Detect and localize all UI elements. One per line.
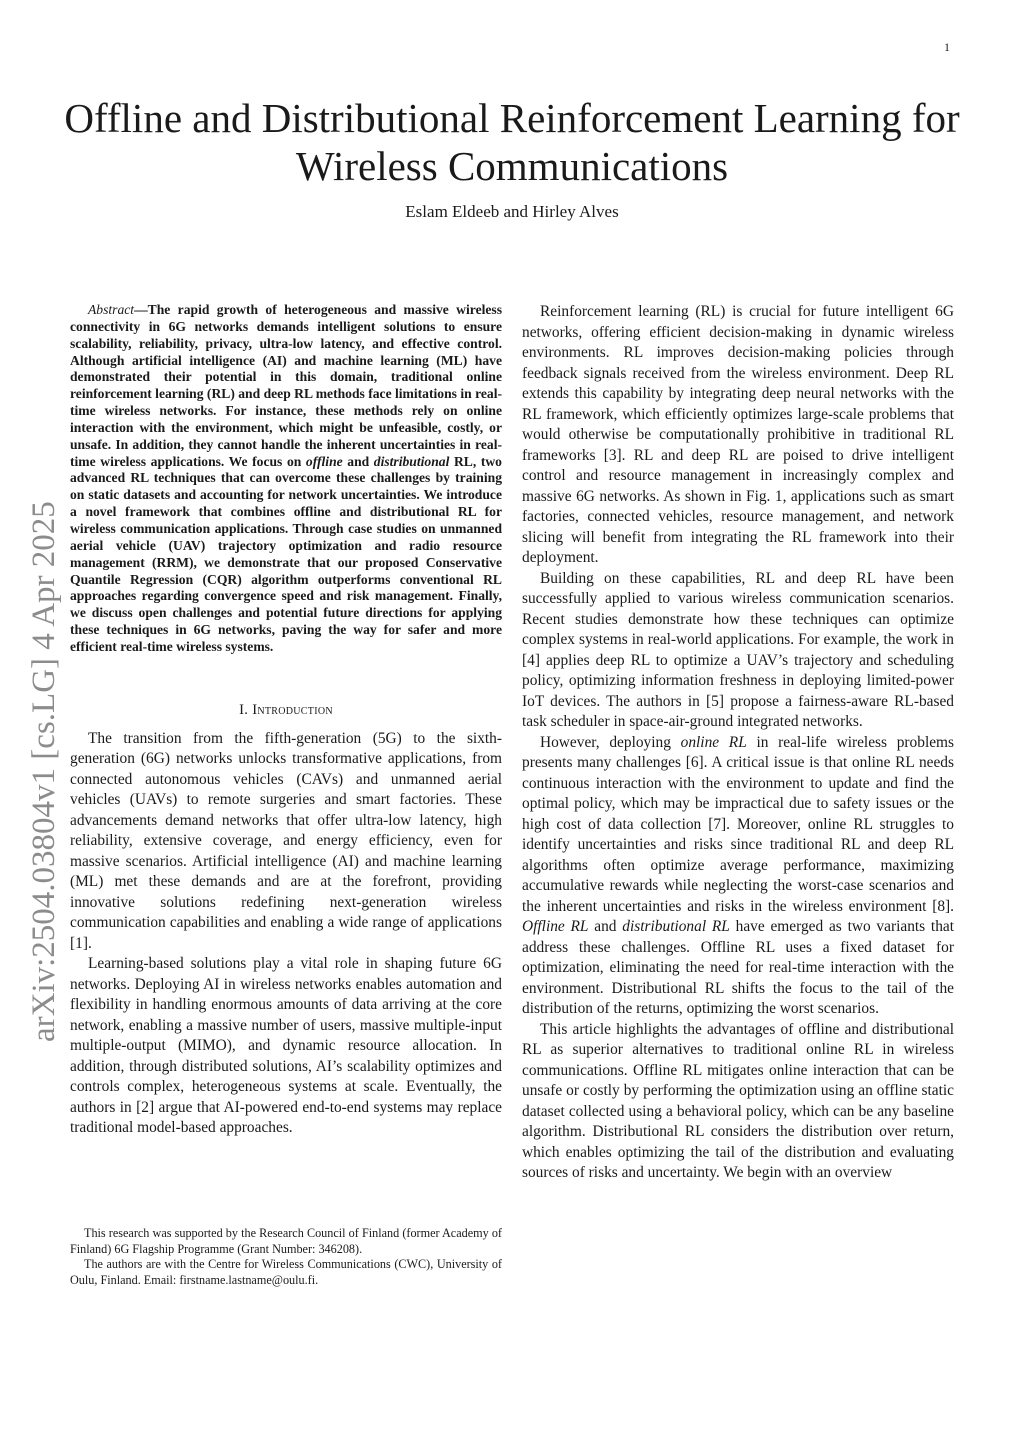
p3-text-c: and bbox=[588, 918, 623, 935]
right-paragraph-1: Reinforcement learning (RL) is crucial for future intelligent 6G networks, offering efficient decision-making in dynamic wireless environments. RL improves decision-making policies through feedback signals received from the wireless environment. Deep RL extends this capability by integrating deep neural networks with the RL framework, which efficiently optimizes large-scale problems that would otherwise be computationally prohibitive in traditional RL frameworks [3]. RL and deep RL are poised to drive intelligent control and resource management in increasingly complex and massive 6G networks. As shown in Fig. 1, applications such as smart factories, connected vehicles, resource management, and network slicing will benefit from integrating the RL framework into their deployment. bbox=[522, 303, 954, 566]
footnotes bbox=[70, 1226, 502, 1288]
right-paragraph-4: This article highlights the advantages of offline and distributional RL as superior alternatives to traditional online RL in wireless communications. Offline RL mitigates online interaction that can be unsafe or costly by performing the optimization using an offline static dataset collected using a behavioral policy, which can be any baseline algorithm. Distributional RL considers the distribution over return, which enables optimizing the tail of the distribution and evaluating sources of risks and uncertainty. We begin with an overview bbox=[522, 1020, 954, 1181]
p3-text-b: in real-life wireless problems presents many challenges [6]. A critical issue is that online RL needs continuous interaction with the environment to update and find the optimal policy, which may be impractical due to safety issues or the high cost of data collection [7]. Moreover, online RL struggles to identify uncertainties and risks since traditional RL and deep RL algorithms often optimize average performance, maximizing accumulative rewards while neglecting the worst-case scenarios and the inherent uncertainties and risks in the wireless environment [8]. bbox=[522, 733, 955, 915]
p3-emphasis-distributional-rl: distributional RL bbox=[622, 918, 730, 935]
authors: Eslam Eldeeb and Hirley Alves bbox=[405, 202, 619, 221]
arxiv-stamp: arXiv:2504.03804v1 [cs.LG] 4 Apr 2025 bbox=[26, 501, 62, 1042]
abstract bbox=[70, 302, 502, 656]
p3-emphasis-offline-rl: Offline RL bbox=[522, 918, 589, 935]
footnote-funding: This research was supported by the Research Council of Finland (former Academy of Finland) 6G Flagship Programme (Grant Number: 346208). bbox=[70, 1226, 502, 1256]
section-numeral: I. bbox=[239, 701, 249, 718]
right-paragraph-2: Building on these capabilities, RL and deep RL have been successfully applied to various wireless communication scenarios. Recent studies demonstrate how these techniques can optimize complex systems in real-world applications. For example, the work in [4] applies deep RL to optimize a UAV’s trajectory and scheduling policy, optimizing information freshness in deploying limited-power IoT devices. The authors in [5] propose a fairness-aware RL-based task scheduler in space-air-ground integrated networks. bbox=[522, 569, 954, 730]
section-title: Introduction bbox=[252, 701, 333, 718]
section-heading-introduction bbox=[70, 702, 502, 719]
p3-text-a: However, deploying bbox=[540, 733, 681, 751]
abstract-emphasis-offline: offline bbox=[305, 453, 343, 469]
page-number: 1 bbox=[944, 40, 950, 54]
right-paragraph-3 bbox=[522, 733, 954, 1020]
abstract-emphasis-distributional: distributional bbox=[373, 453, 450, 469]
p3-text-d: have emerged as two variants that address these challenges. Offline RL uses a fixed dataset for optimization, eliminating the need for real-time interaction with the environment. Distributional RL shifts the focus to the tail of the distribution of the returns, optimizing the worst scenarios. bbox=[522, 918, 955, 1017]
footnote-affiliation: The authors are with the Centre for Wireless Communications (CWC), University of Oulu, Finland. Email: firstname.lastname@oulu.fi. bbox=[70, 1257, 502, 1287]
paper-title: Offline and Distributional Reinforcement Learning for Wireless Communications bbox=[64, 95, 960, 189]
abstract-dash: — bbox=[134, 302, 148, 317]
p3-emphasis-online-rl: online RL bbox=[680, 733, 747, 751]
intro-paragraph-2: Learning-based solutions play a vital role in shaping future 6G networks. Deploying AI in wireless networks enables automation and flexibility in handling enormous amounts of data arriving at the core network, enabling a massive number of users, massive multiple-input multiple-output (MIMO), and dynamic resource allocation. In addition, through distributed solutions, AI’s scalability optimizes and controls complex, heterogeneous systems at scale. Eventually, the authors in [2] argue that AI-powered end-to-end systems may replace traditional model-based approaches. bbox=[70, 955, 502, 1137]
right-column bbox=[522, 302, 954, 1184]
abstract-text-2: and bbox=[342, 453, 374, 469]
abstract-label: Abstract bbox=[88, 302, 135, 317]
intro-paragraph-1: The transition from the fifth-generation (5G) to the sixth-generation (6G) networks unlocks transformative applications, from connected autonomous vehicles (CAVs) and unmanned aerial vehicles (UAVs) to remote surgeries and smart factories. These advancements demand networks that offer ultra-low latency, high reliability, extensive coverage, and energy efficiency, even for massive scenarios. Artificial intelligence (AI) and machine learning (ML) met these demands and are at the forefront, providing innovative solutions redefining next-generation wireless communication capabilities and enabling a wide range of applications [1]. bbox=[70, 729, 502, 952]
left-column bbox=[70, 302, 502, 1139]
abstract-text-3: RL, two advanced RL techniques that can overcome these challenges by training on static datasets and accounting for network uncertainties. We introduce a novel framework that combines offline and distributional RL for wireless communication applications. Through case studies on unmanned aerial vehicle (UAV) trajectory optimization and radio resource management (RRM), we demonstrate that our proposed Conservative Quantile Regression (CQR) algorithm outperforms conventional RL approaches regarding convergence speed and risk management. Finally, we discuss open challenges and potential future directions for applying these techniques in 6G networks, paving the way for safer and more efficient real-time wireless systems. bbox=[70, 453, 502, 654]
abstract-text-1: The rapid growth of heterogeneous and massive wireless connectivity in 6G networks demands intelligent solutions to ensure scalability, reliability, privacy, ultra-low latency, and effective control. Although artificial intelligence (AI) and machine learning (ML) have demonstrated their potential in this domain, traditional online reinforcement learning (RL) and deep RL methods face limitations in real-time wireless networks. For instance, these methods rely on online interaction with the environment, which might be unfeasible, costly, or unsafe. In addition, they cannot handle the inherent uncertainties in real-time wireless applications. We focus on bbox=[70, 302, 502, 469]
